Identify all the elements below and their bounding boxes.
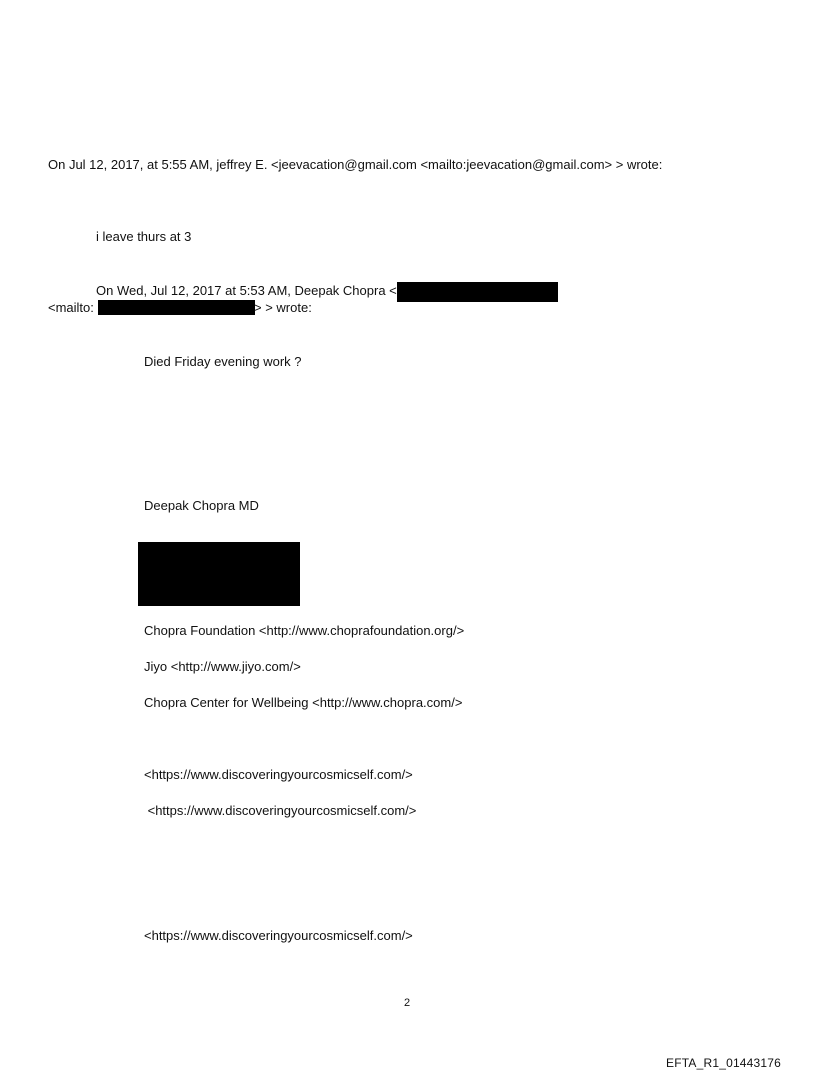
message-text: Died Friday evening work ? [144,354,302,369]
signature-url-2: <https://www.discoveringyourcosmicself.com/> [144,803,417,818]
signature-link-foundation: Chopra Foundation <http://www.choprafoundation.org/> [144,623,465,638]
signature-link-chopra-center: Chopra Center for Wellbeing <http://www.chopra.com/> [144,695,463,710]
wrote-suffix: > > wrote: [254,300,312,315]
page-number: 2 [404,997,411,1009]
signature-link-jiyo: Jiyo <http://www.jiyo.com/> [144,659,301,674]
email-header-jeffrey: On Jul 12, 2017, at 5:55 AM, jeffrey E. <jeevacation@gmail.com <mailto:jeevacation@gmail.com> > wrote: [48,157,663,172]
email-header-deepak-line1: On Wed, Jul 12, 2017 at 5:53 AM, Deepak Chopra < [96,283,397,298]
signature-url-3: <https://www.discoveringyourcosmicself.com/> [144,928,413,943]
signature-url-1: <https://www.discoveringyourcosmicself.com/> [144,767,413,782]
redaction-email-2 [98,300,255,315]
redaction-signature-block [138,542,300,606]
redaction-email-1 [397,282,558,302]
document-id: EFTA_R1_01443176 [666,1056,782,1070]
mailto-prefix: <mailto: [48,300,94,315]
reply-text: i leave thurs at 3 [96,229,192,244]
signature-name: Deepak Chopra MD [144,498,259,513]
